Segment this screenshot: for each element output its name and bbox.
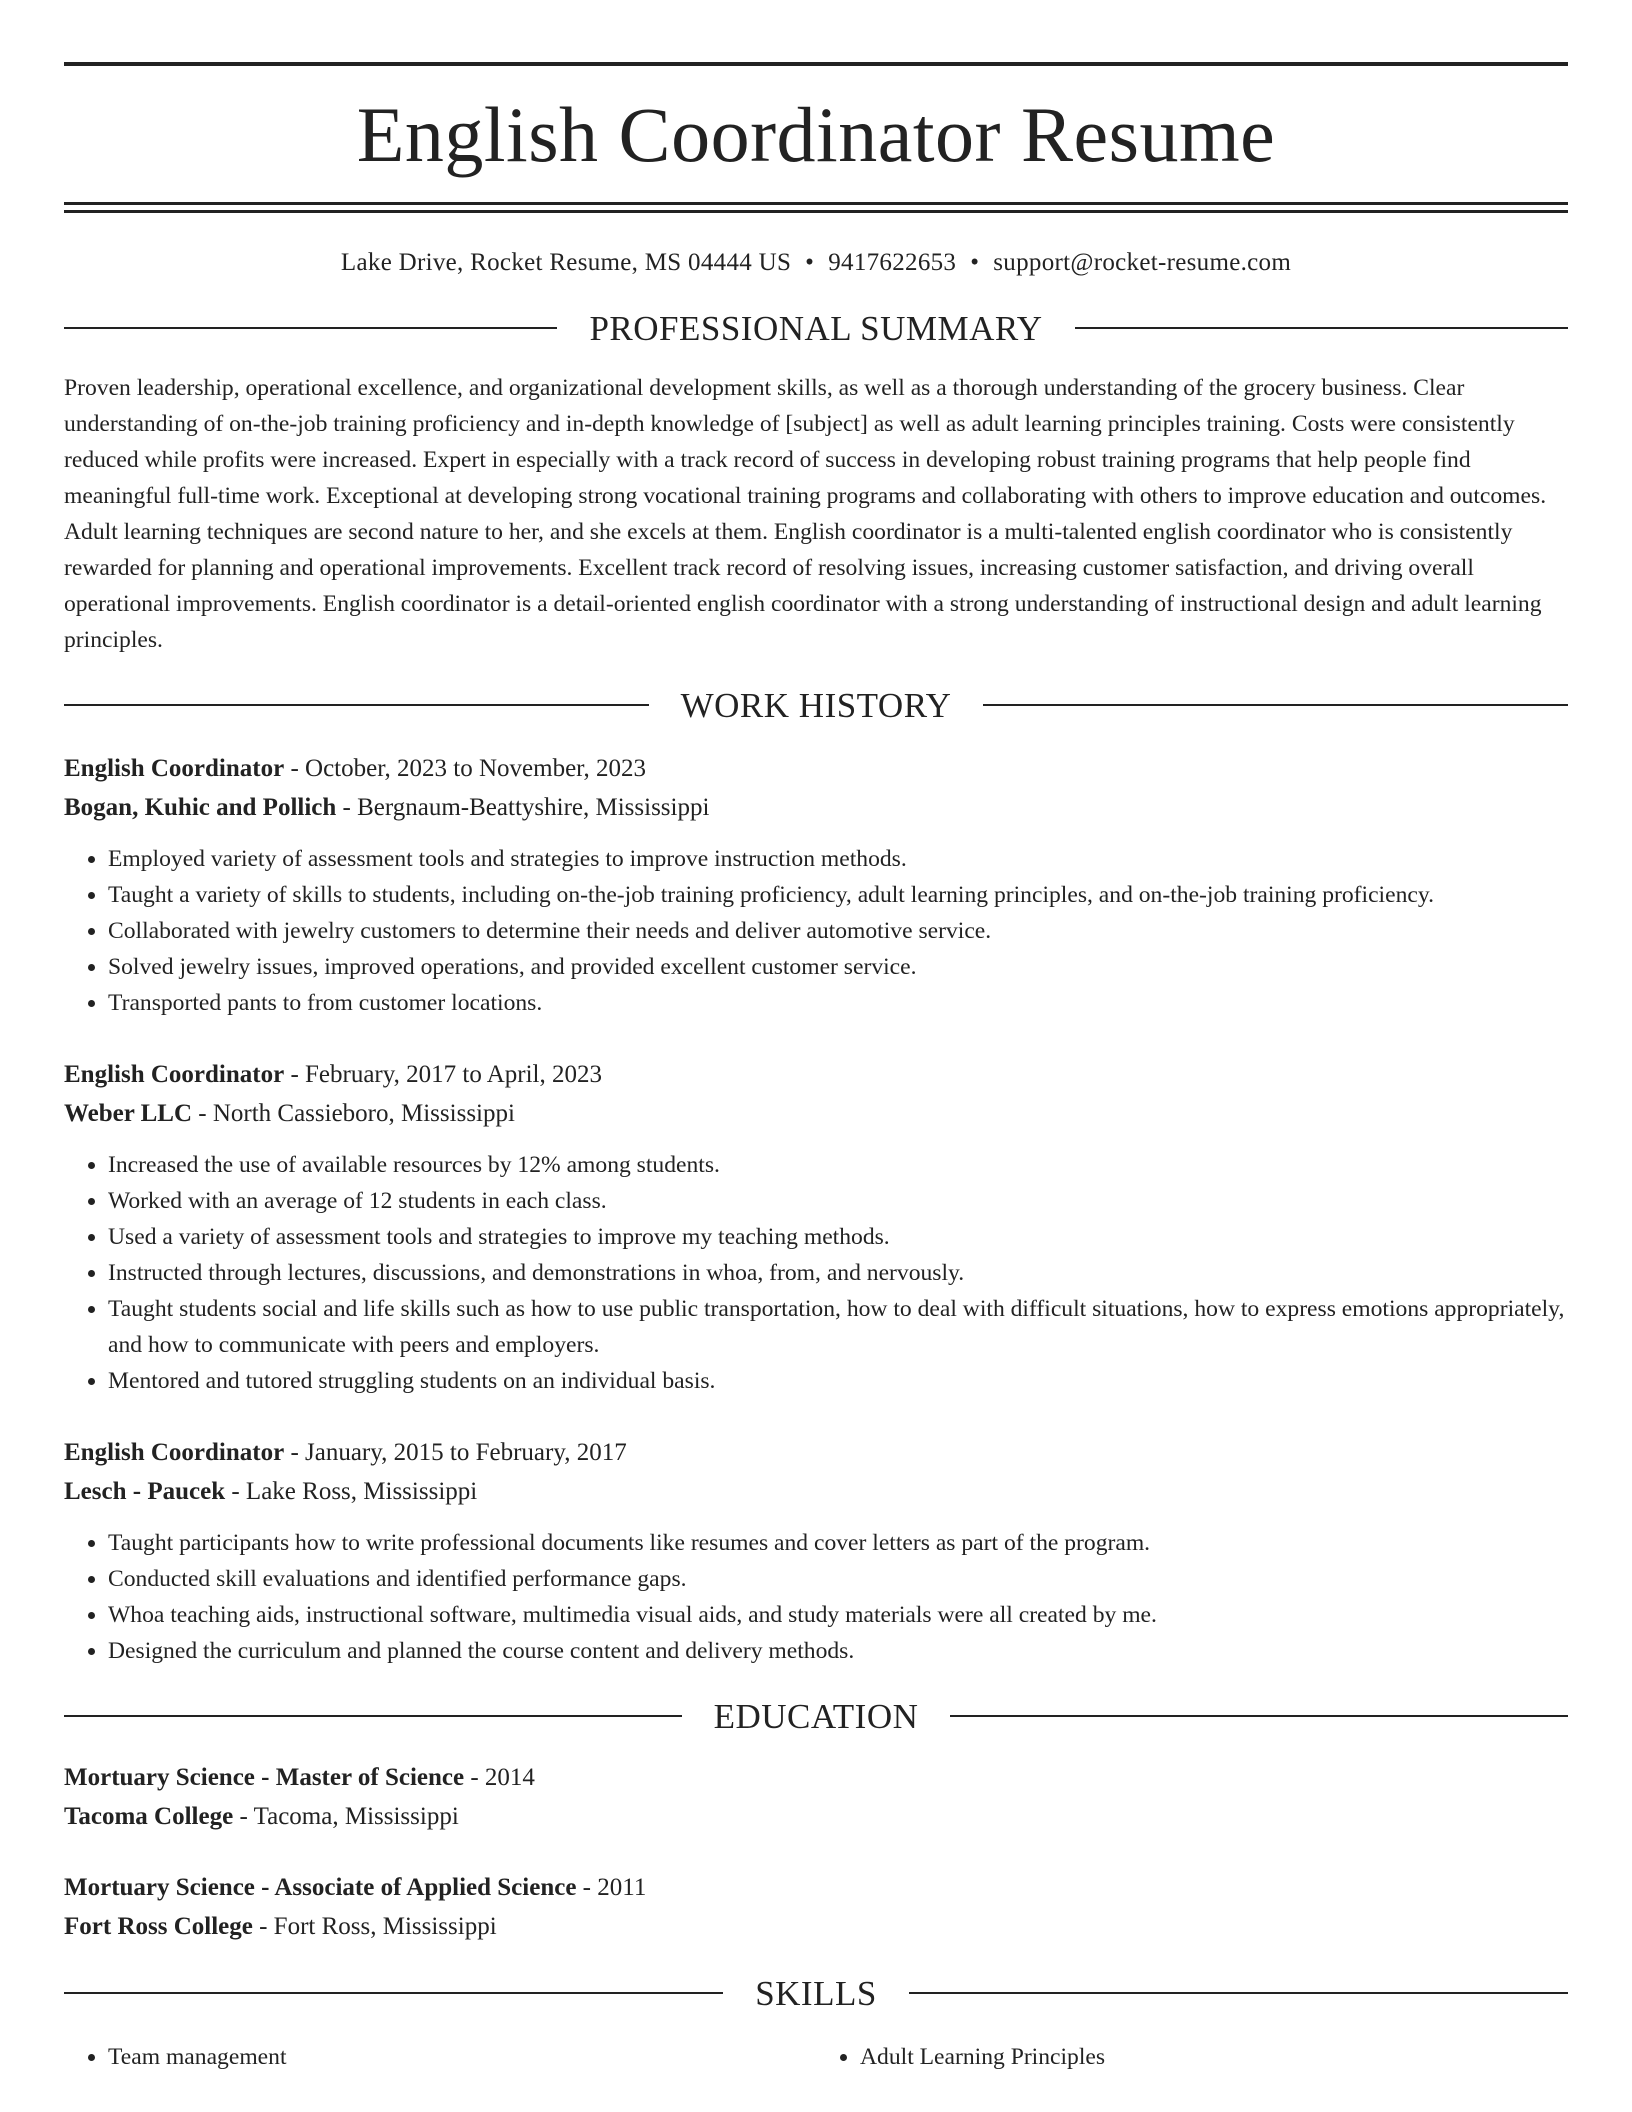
education-heading-label: EDUCATION	[713, 1696, 919, 1736]
education-school: Fort Ross College	[64, 1912, 253, 1940]
job-company: Bogan, Kuhic and Pollich	[64, 793, 337, 821]
education-entry	[64, 1758, 1568, 1836]
job-company-line	[64, 788, 1568, 827]
summary-heading	[64, 308, 1568, 348]
job-bullet: • Conducted skill evaluations and identified performance gaps.	[108, 1561, 1568, 1597]
job-bullet: • Used a variety of assessment tools and strategies to improve my teaching methods.	[108, 1219, 1568, 1255]
job-location: - North Cassieboro, Mississippi	[192, 1099, 515, 1127]
education-degree-line	[64, 1868, 1568, 1907]
job-title-line	[64, 1055, 1568, 1094]
job-company-line	[64, 1472, 1568, 1511]
education-year: - 2011	[576, 1873, 647, 1901]
resume-page	[64, 0, 1568, 2075]
heading-rule-right	[950, 1715, 1568, 1717]
job-company: Weber LLC	[64, 1099, 193, 1127]
job-dates: - February, 2017 to April, 2023	[284, 1060, 602, 1088]
job-bullet: • Whoa teaching aids, instructional software, multimedia visual aids, and study materials were all created by me.	[108, 1597, 1568, 1633]
job-bullets	[64, 1147, 1568, 1399]
job-company-line	[64, 1094, 1568, 1133]
education-entry	[64, 1868, 1568, 1946]
contact-email[interactable]: support@rocket-resume.com	[993, 248, 1292, 276]
contact-phone[interactable]: 9417622653	[828, 248, 957, 276]
education-degree-line	[64, 1758, 1568, 1797]
heading-rule-right	[909, 1992, 1568, 1994]
skills-heading	[64, 1973, 1568, 2013]
job-bullet: • Taught participants how to write professional documents like resumes and cover letters as part of the program.	[108, 1525, 1568, 1561]
skills-column-left	[64, 2039, 816, 2075]
skill-item: • Team management	[108, 2039, 816, 2075]
job-bullets	[64, 1525, 1568, 1669]
job-title-line	[64, 749, 1568, 788]
job-title: English Coordinator	[64, 1060, 285, 1088]
job-location: - Lake Ross, Mississippi	[225, 1477, 478, 1505]
skills-list	[64, 2025, 1568, 2075]
skill-item: • Adult Learning Principles	[860, 2039, 1568, 2075]
contact-address: Lake Drive, Rocket Resume, MS 04444 US	[340, 248, 792, 276]
job-bullet: • Worked with an average of 12 students in each class.	[108, 1183, 1568, 1219]
job-bullet: • Mentored and tutored struggling students on an individual basis.	[108, 1363, 1568, 1399]
education-heading	[64, 1696, 1568, 1736]
contact-separator: •	[805, 248, 815, 276]
job-bullet: • Increased the use of available resources by 12% among students.	[108, 1147, 1568, 1183]
job-bullet: • Taught a variety of skills to students, including on-the-job training proficiency, adult learning principles, and on-the-job training proficiency.	[108, 877, 1568, 913]
job-bullets	[64, 841, 1568, 1021]
job-bullet: • Instructed through lectures, discussions, and demonstrations in whoa, from, and nervously.	[108, 1255, 1568, 1291]
job-bullet: • Collaborated with jewelry customers to determine their needs and deliver automotive service.	[108, 913, 1568, 949]
job-entry	[64, 749, 1568, 1021]
heading-rule-left	[64, 327, 557, 329]
heading-rule-right	[1075, 327, 1568, 329]
title-double-rule	[64, 202, 1568, 213]
job-bullet: • Designed the curriculum and planned the course content and delivery methods.	[108, 1633, 1568, 1669]
work-history-heading-label: WORK HISTORY	[680, 685, 952, 725]
education-location: - Tacoma, Mississippi	[233, 1802, 459, 1830]
summary-text: Proven leadership, operational excellence, and organizational development skills, as well as a thorough understanding of the grocery business. Clear understanding of on-the-job training proficiency and in-depth knowledge of [subject] as well as adult learning principles training. Costs were consistently reduced while profits were increased. Expert in especially with a track record of success in developing robust training programs that help people find meaningful full-time work. Exceptional at developing strong vocational training programs and collaborating with others to improve education and outcomes. Adult learning techniques are second nature to her, and she excels at them. English coordinator is a multi-talented english coordinator who is consistently rewarded for planning and operational improvements. Excellent track record of resolving issues, increasing customer satisfaction, and driving overall operational improvements. English coordinator is a detail-oriented english coordinator with a strong understanding of instructional design and adult learning principles.	[64, 374, 1547, 653]
skills-column-right	[816, 2039, 1568, 2075]
education-school-line	[64, 1907, 1568, 1946]
job-entry	[64, 1055, 1568, 1399]
summary-heading-label: PROFESSIONAL SUMMARY	[589, 308, 1043, 348]
job-bullet: • Transported pants to from customer locations.	[108, 985, 1568, 1021]
contact-line	[64, 249, 1568, 277]
job-bullet: • Employed variety of assessment tools and strategies to improve instruction methods.	[108, 841, 1568, 877]
education-school: Tacoma College	[64, 1802, 234, 1830]
heading-rule-right	[983, 704, 1568, 706]
job-title: English Coordinator	[64, 754, 285, 782]
skills-heading-label: SKILLS	[755, 1973, 877, 2013]
job-company: Lesch - Paucek	[64, 1477, 226, 1505]
job-title: English Coordinator	[64, 1438, 285, 1466]
education-school-line	[64, 1797, 1568, 1836]
heading-rule-left	[64, 1992, 723, 1994]
job-location: - Bergnaum-Beattyshire, Mississippi	[336, 793, 710, 821]
job-entry	[64, 1433, 1568, 1669]
heading-rule-left	[64, 1715, 682, 1717]
education-year: - 2014	[464, 1763, 535, 1791]
heading-rule-left	[64, 704, 649, 706]
work-history-heading	[64, 685, 1568, 725]
contact-separator: •	[970, 248, 980, 276]
job-bullet: • Solved jewelry issues, improved operations, and provided excellent customer service.	[108, 949, 1568, 985]
education-degree: Mortuary Science - Associate of Applied Science	[64, 1873, 577, 1901]
resume-title: English Coordinator Resume	[356, 91, 1276, 178]
job-bullet: • Taught students social and life skills such as how to use public transportation, how to deal with difficult situations, how to express emotions appropriately, and how to communicate with peers and employers.	[108, 1291, 1568, 1363]
education-degree: Mortuary Science - Master of Science	[64, 1763, 465, 1791]
education-location: - Fort Ross, Mississippi	[252, 1912, 497, 1940]
job-dates: - January, 2015 to February, 2017	[284, 1438, 627, 1466]
job-title-line	[64, 1433, 1568, 1472]
job-dates: - October, 2023 to November, 2023	[284, 754, 646, 782]
